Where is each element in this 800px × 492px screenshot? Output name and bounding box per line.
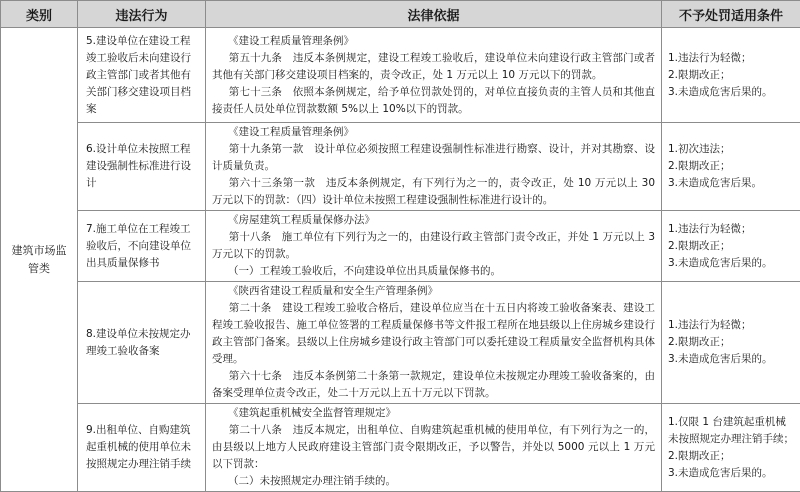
legal-basis-cell xyxy=(206,211,662,282)
header-legal-basis: 法律依据 xyxy=(206,1,662,28)
law-title: 《陕西省建设工程质量和安全生产管理条例》 xyxy=(212,283,655,300)
header-violation: 违法行为 xyxy=(78,1,206,28)
condition-item: 2.限期改正； xyxy=(668,238,794,255)
table-row xyxy=(1,123,800,211)
conditions-cell xyxy=(662,123,800,211)
law-article: 第十八条 施工单位有下列行为之一的，由建设行政主管部门责令改正，并处 1 万元以上 3 万元以下的罚款。 xyxy=(212,229,655,263)
category-cell: 建筑市场监管类 xyxy=(1,28,78,492)
violation-cell: 9.出租单位、自购建筑起重机械的使用单位未按照规定办理注销手续 xyxy=(78,404,206,492)
law-item: （一）工程竣工验收后，不向建设单位出具质量保修书的。 xyxy=(212,263,655,280)
law-title: 《建设工程质量管理条例》 xyxy=(212,33,655,50)
violation-cell: 6.设计单位未按照工程建设强制性标准进行设计 xyxy=(78,123,206,211)
law-article: 第六十七条 违反本条例第二十条第一款规定，建设单位未按规定办理竣工验收备案的，由备案受理单位责令改正，处二十万元以上五十万元以下罚款。 xyxy=(212,368,655,402)
condition-item: 3.未造成危害后果的。 xyxy=(668,465,794,482)
law-item: （二）未按照规定办理注销手续的。 xyxy=(212,473,655,490)
legal-basis-cell xyxy=(206,282,662,404)
condition-item: 3.未造成危害后果的。 xyxy=(668,84,794,101)
conditions-cell xyxy=(662,404,800,492)
law-article: 第十九条第一款 设计单位必须按照工程建设强制性标准进行勘察、设计，并对其勘察、设计质量负责。 xyxy=(212,141,655,175)
law-title: 《房屋建筑工程质量保修办法》 xyxy=(212,212,655,229)
table-row xyxy=(1,282,800,404)
table-row xyxy=(1,211,800,282)
condition-item: 2.限期改正； xyxy=(668,67,794,84)
condition-item: 1.违法行为轻微； xyxy=(668,50,794,67)
conditions-cell xyxy=(662,282,800,404)
condition-item: 2.限期改正； xyxy=(668,334,794,351)
law-title: 《建设工程质量管理条例》 xyxy=(212,124,655,141)
header-category: 类别 xyxy=(1,1,78,28)
legal-basis-cell xyxy=(206,28,662,123)
conditions-cell xyxy=(662,211,800,282)
condition-item: 1.仅限 1 台建筑起重机械未按照规定办理注销手续； xyxy=(668,414,794,448)
condition-item: 3.未造成危害后果的。 xyxy=(668,351,794,368)
law-article: 第五十九条 违反本条例规定，建设工程竣工验收后，建设单位未向建设行政主管部门或者其他有关部门移交建设项目档案的，责令改正，处 1 万元以上 10 万元以下的罚款。 xyxy=(212,50,655,84)
condition-item: 1.违法行为轻微； xyxy=(668,221,794,238)
law-title: 《建筑起重机械安全监督管理规定》 xyxy=(212,405,655,422)
law-article: 第六十三条第一款 违反本条例规定，有下列行为之一的，责令改正，处 10 万元以上 30 万元以下的罚款：（四）设计单位未按照工程建设强制性标准进行设计的。 xyxy=(212,175,655,209)
table-row xyxy=(1,404,800,492)
condition-item: 1.初次违法； xyxy=(668,141,794,158)
condition-item: 3.未造成危害后果。 xyxy=(668,175,794,192)
law-article: 第二十条 建设工程竣工验收合格后，建设单位应当在十五日内将竣工验收备案表、建设工程竣工验收报告、施工单位签署的工程质量保修书等文件报工程所在地县级以上住房城乡建设行政主管部门备案。县级以上住房城乡建设行政主管部门可以委托建设工程质量安全监督机构具体受理。 xyxy=(212,300,655,368)
violation-cell: 8.建设单位未按规定办理竣工验收备案 xyxy=(78,282,206,404)
condition-item: 1.违法行为轻微； xyxy=(668,317,794,334)
condition-item: 2.限期改正； xyxy=(668,158,794,175)
violation-cell: 5.建设单位在建设工程竣工验收后未向建设行政主管部门或者其他有关部门移交建设项目档案 xyxy=(78,28,206,123)
condition-item: 2.限期改正； xyxy=(668,448,794,465)
header-row xyxy=(1,1,800,28)
violation-cell: 7.施工单位在工程竣工验收后，不向建设单位出具质量保修书 xyxy=(78,211,206,282)
law-article: 第七十三条 依照本条例规定，给予单位罚款处罚的，对单位直接负责的主管人员和其他直接责任人员处单位罚款数额 5%以上 10%以下的罚款。 xyxy=(212,84,655,118)
conditions-cell xyxy=(662,28,800,123)
condition-item: 3.未造成危害后果的。 xyxy=(668,255,794,272)
legal-basis-cell xyxy=(206,123,662,211)
legal-basis-cell xyxy=(206,404,662,492)
table-row xyxy=(1,28,800,123)
law-article: 第二十八条 违反本规定，出租单位、自购建筑起重机械的使用单位，有下列行为之一的，由县级以上地方人民政府建设主管部门责令限期改正，予以警告，并处以 5000 元以上 1 万元以下罚款： xyxy=(212,422,655,473)
header-exemption-conditions: 不予处罚适用条件 xyxy=(662,1,800,28)
